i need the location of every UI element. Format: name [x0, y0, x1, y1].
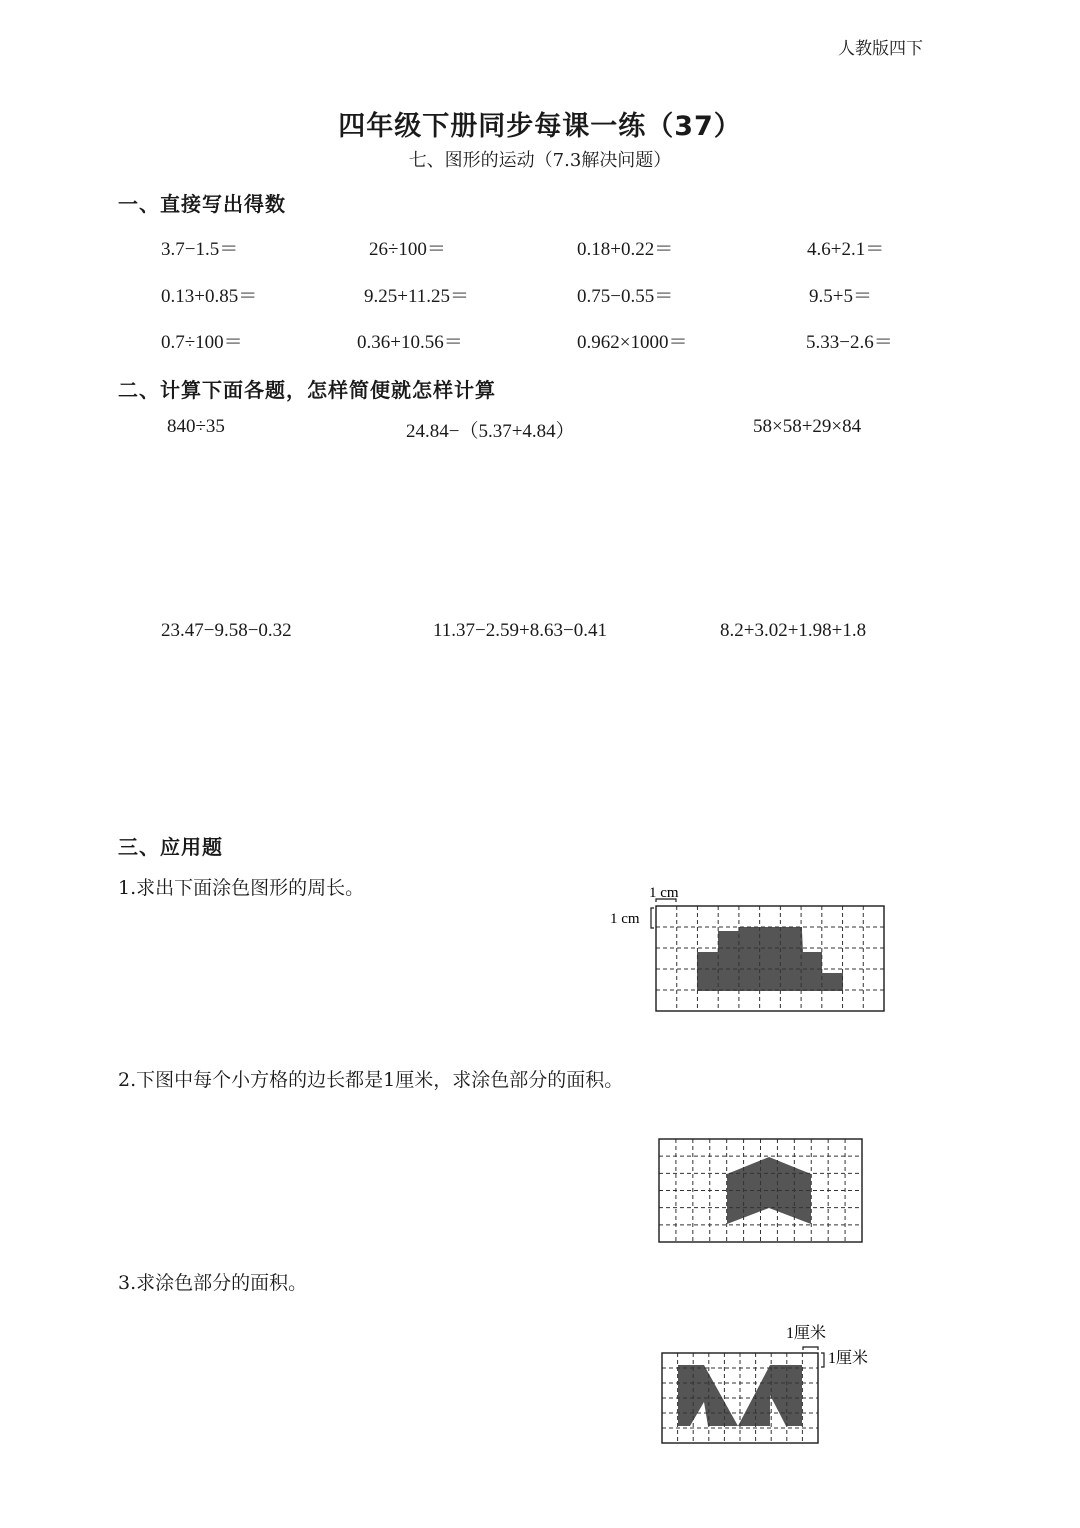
oral-calc-item: 9.5+5＝ — [809, 286, 872, 307]
oral-calc-item: 5.33−2.6＝ — [806, 332, 893, 353]
calc-problem: 11.37−2.59+8.63−0.41 — [433, 620, 607, 641]
section2-heading: 二、计算下面各题，怎样简便就怎样计算 — [118, 378, 496, 402]
figure-3-unit-width: 1厘米 — [786, 1325, 827, 1342]
figure-1-unit-width: 1 cm — [649, 885, 679, 901]
figure-3-grid — [650, 1315, 890, 1450]
question-2-text: 2.下图中每个小方格的边长都是1厘米，求涂色部分的面积。 — [118, 1069, 624, 1091]
figure-1-unit-height: 1 cm — [610, 911, 640, 927]
oral-calc-item: 0.36+10.56＝ — [357, 332, 463, 353]
calc-problem: 23.47−9.58−0.32 — [161, 620, 292, 641]
oral-calc-item: 3.7−1.5＝ — [161, 239, 239, 260]
calc-problem: 24.84−（5.37+4.84） — [406, 421, 575, 442]
question-1-text: 1.求出下面涂色图形的周长。 — [118, 877, 365, 899]
oral-calc-item: 9.25+11.25＝ — [364, 286, 470, 307]
oral-calc-item: 0.13+0.85＝ — [161, 286, 258, 307]
section3-heading: 三、应用题 — [118, 835, 223, 859]
figure-1-grid — [600, 875, 900, 1020]
oral-calc-item: 0.7÷100＝ — [161, 332, 243, 353]
question-3-text: 3.求涂色部分的面积。 — [118, 1272, 308, 1294]
oral-calc-item: 26÷100＝ — [369, 239, 446, 260]
oral-calc-item: 4.6+2.1＝ — [807, 239, 885, 260]
figure-1-shaded-shape — [697, 927, 843, 991]
figure-2-gridlines — [659, 1139, 862, 1242]
figure-2-grid — [650, 1130, 870, 1250]
edition-label: 人教版四下 — [838, 39, 923, 59]
figure-3-width-brace — [803, 1347, 818, 1350]
figure-3-unit-height: 1厘米 — [828, 1350, 869, 1367]
page-subtitle: 七、图形的运动（7.3解决问题） — [408, 150, 672, 171]
oral-calc-item: 0.75−0.55＝ — [577, 286, 674, 307]
oral-calc-item: 0.962×1000＝ — [577, 332, 688, 353]
figure-3-height-brace — [821, 1353, 824, 1367]
section1-heading: 一、直接写出得数 — [118, 192, 286, 216]
page-title: 四年级下册同步每课一练（37） — [338, 111, 742, 142]
figure-1-height-brace — [651, 908, 654, 928]
oral-calc-item: 0.18+0.22＝ — [577, 239, 674, 260]
calc-problem: 840÷35 — [167, 416, 225, 437]
calc-problem: 58×58+29×84 — [753, 416, 862, 437]
calc-problem: 8.2+3.02+1.98+1.8 — [720, 620, 867, 641]
